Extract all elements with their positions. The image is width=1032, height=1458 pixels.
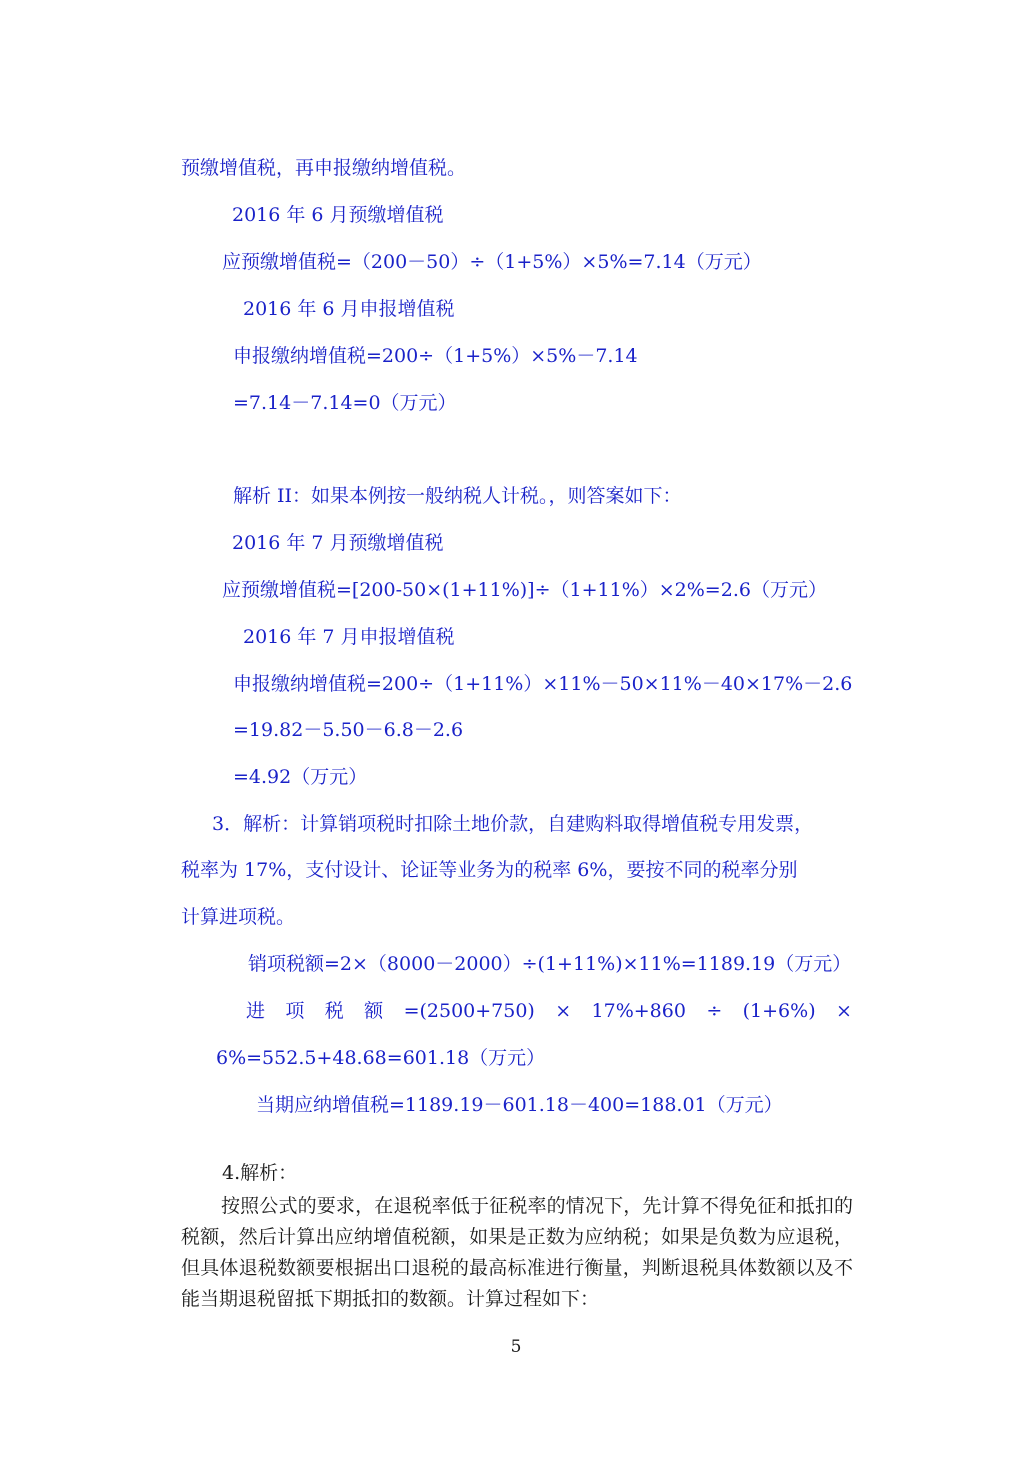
formula-token: ÷: [706, 1000, 723, 1022]
formula-token: 税: [324, 1000, 344, 1022]
text-line: 计算进项税。: [181, 906, 296, 928]
text-line: 解析 II：如果本例按一般纳税人计税。，则答案如下：: [233, 485, 682, 507]
text-line: 6%=552.5+48.68=601.18（万元）: [216, 1047, 546, 1069]
section-heading: 4.解析：: [222, 1162, 298, 1184]
input-tax-formula-line: [246, 998, 852, 1024]
text-line: 2016 年 7 月申报增值税: [243, 626, 455, 648]
text-line: =7.14－7.14=0（万元）: [233, 392, 457, 414]
text-line: 应预缴增值税=[200-50×(1+11%)]÷（1+11%）×2%=2.6（万元）: [222, 579, 827, 601]
text-line: 2016 年 7 月预缴增值税: [232, 532, 444, 554]
text-line: 申报缴纳增值税=200÷（1+5%）×5%－7.14: [233, 345, 638, 367]
formula-token: 17%+860: [591, 1000, 686, 1022]
text-line: 预缴增值税，再申报缴纳增值税。: [181, 157, 467, 179]
formula-token: 额: [364, 1000, 384, 1022]
formula-token: (1+6%): [742, 1000, 816, 1022]
formula-token: ×: [555, 1000, 572, 1022]
formula-token: ×: [835, 1000, 852, 1022]
text-line: 2016 年 6 月预缴增值税: [232, 204, 444, 226]
formula-token: 项: [285, 1000, 305, 1022]
text-line: =4.92（万元）: [233, 766, 368, 788]
text-line: 税率为 17%，支付设计、论证等业务为的税率 6%，要按不同的税率分别: [181, 859, 798, 881]
page-number: 5: [510, 1337, 522, 1357]
text-line: 当期应纳增值税=1189.19－601.18－400=188.01（万元）: [256, 1094, 783, 1116]
text-line: 申报缴纳增值税=200÷（1+11%）×11%－50×11%－40×17%－2.6: [233, 673, 853, 695]
formula-token: 进: [246, 1000, 266, 1022]
text-line: =19.82－5.50－6.8－2.6: [233, 719, 464, 741]
text-line: 应预缴增值税=（200－50）÷（1+5%）×5%=7.14（万元）: [222, 251, 762, 273]
body-paragraph: 按照公式的要求，在退税率低于征税率的情况下，先计算不得免征和抵扣的税额，然后计算出应纳增值税额，如果是正数为应纳税；如果是负数为应退税，但具体退税数额要根据出口退税的最高标准进行衡量，判断退税具体数额以及不能当期退税留抵下期抵扣的数额。计算过程如下：: [181, 1195, 853, 1310]
formula-token: =(2500+750): [403, 1000, 535, 1022]
text-line: 2016 年 6 月申报增值税: [243, 298, 455, 320]
text-line: 销项税额=2×（8000－2000）÷(1+11%)×11%=1189.19（万元）: [248, 953, 852, 975]
text-line: 3．解析：计算销项税时扣除土地价款，自建购料取得增值税专用发票，: [212, 813, 814, 835]
